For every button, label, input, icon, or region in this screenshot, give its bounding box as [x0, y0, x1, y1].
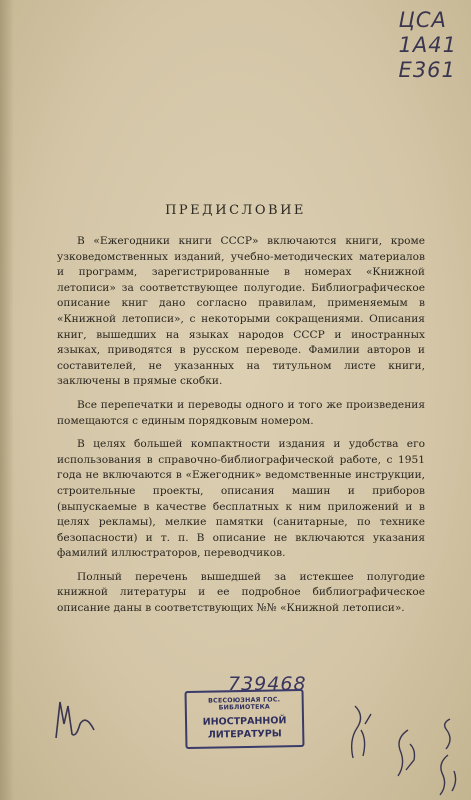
margin-scribble-icon	[392, 720, 420, 780]
margin-scribble-icon	[345, 700, 375, 762]
inventory-number: 739468	[228, 673, 307, 695]
stamp-line1: ВСЕСОЮЗНАЯ ГОС. БИБЛИОТЕКА	[208, 696, 281, 712]
stamp-line3: ЛИТЕРАТУРЫ	[207, 728, 282, 741]
call-number-line1: ЦСА	[398, 8, 447, 32]
call-number-line3: Е361	[398, 58, 456, 82]
page-title: ПРЕДИСЛОВИЕ	[165, 203, 306, 218]
paragraph-3: В целях большей компактности издания и удобства его использования в справочно-библиографической работе, с 1951 года не включаются в «Ежегодник» ведомственные инструкции, строительные проекты, описания машин и приборов (выпускаемые в качестве бесплатных к ним приложений и в целях рекламы), мелкие памятки (санитарные, по технике безопасности) и т. п. В описание не включаются указания фамилий иллюстраторов, переводчиков.	[57, 438, 425, 560]
call-number	[399, 8, 457, 83]
signature-icon	[46, 694, 101, 744]
preface-body	[57, 234, 425, 625]
call-number-line2: 1А41	[398, 33, 457, 57]
paragraph-4: Полный перечень вышедшей за истекшее полугодие книжной литературы и ее подробное библиографическое описание даны в соответствующих №№ «Книжной летописи».	[57, 570, 425, 615]
library-stamp	[185, 689, 305, 749]
stamp-line2: ИНОСТРАННОЙ	[202, 715, 287, 728]
page-fold-shadow	[0, 0, 14, 800]
paragraph-1: В «Ежегодники книги СССР» включаются книги, кроме узковедомственных изданий, учебно-методических материалов и программ, зарегистрированные в номерах «Книжной летописи» за соответствующее полугодие. Библиографическое описание книг дано согласно правилам, применяемым в «Книжной летописи», с некоторыми сокращениями. Описания книг, вышедших на языках народов СССР и иностранных языках, приводятся в русском переводе. Фамилии авторов и составителей, не указанных на титульном листе книги, заключены в прямые скобки.	[57, 235, 425, 388]
margin-scribble-icon	[432, 715, 462, 800]
paragraph-2: Все перепечатки и переводы одного и того же произведения помещаются с единым порядковым номером.	[57, 398, 425, 427]
